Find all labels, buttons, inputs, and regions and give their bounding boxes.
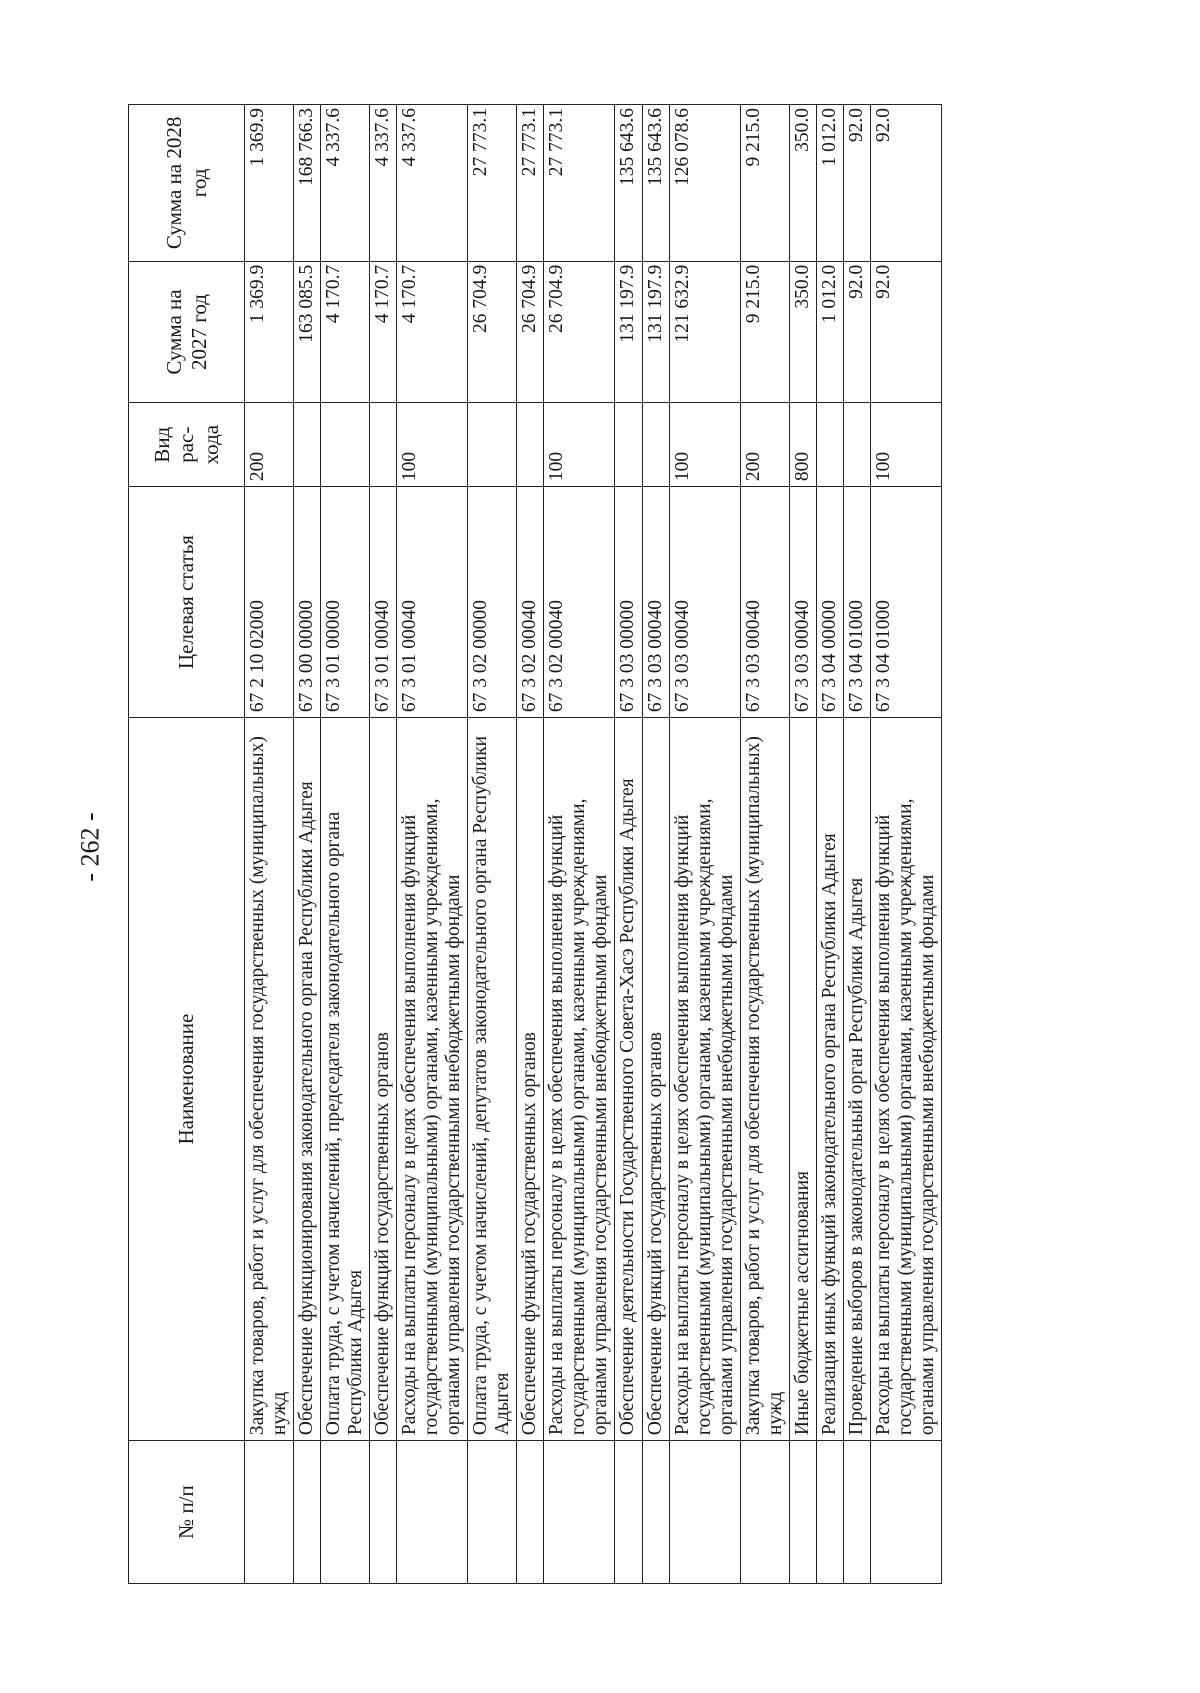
table-row bbox=[870, 105, 941, 1584]
cell-name: Обеспечение функций государственных органов bbox=[370, 718, 397, 1441]
cell-code: 67 3 04 01000 bbox=[870, 487, 941, 718]
table-row bbox=[468, 105, 517, 1584]
table-row bbox=[544, 105, 615, 1584]
cell-sum-2028: 27 773.1 bbox=[544, 105, 615, 262]
cell-sum-2028: 27 773.1 bbox=[468, 105, 517, 262]
cell-vid bbox=[517, 403, 544, 487]
cell-code: 67 3 03 00040 bbox=[789, 487, 816, 718]
table-row bbox=[615, 105, 642, 1584]
cell-sum-2027: 131 197.9 bbox=[615, 261, 642, 403]
cell-vid: 200 bbox=[740, 403, 789, 487]
cell-name: Реализация иных функций законодательного органа Республики Адыгея bbox=[816, 718, 843, 1441]
page-number bbox=[66, 782, 116, 912]
cell-sum-2027: 4 170.7 bbox=[397, 261, 468, 403]
table-row bbox=[816, 105, 843, 1584]
header-sum-2027: Сумма на 2027 год bbox=[129, 261, 245, 403]
table-row bbox=[517, 105, 544, 1584]
cell-no bbox=[321, 1441, 370, 1584]
cell-no bbox=[468, 1441, 517, 1584]
cell-code: 67 2 10 02000 bbox=[245, 487, 294, 718]
cell-code: 67 3 02 00040 bbox=[544, 487, 615, 718]
cell-vid: 100 bbox=[544, 403, 615, 487]
cell-code: 67 3 02 00040 bbox=[517, 487, 544, 718]
cell-code: 67 3 03 00040 bbox=[740, 487, 789, 718]
cell-no bbox=[816, 1441, 843, 1584]
cell-sum-2028: 135 643.6 bbox=[615, 105, 642, 262]
cell-name: Обеспечение деятельности Государственного Совета-Хасэ Республики Адыгея bbox=[615, 718, 642, 1441]
cell-sum-2027: 26 704.9 bbox=[544, 261, 615, 403]
cell-no bbox=[397, 1441, 468, 1584]
cell-sum-2027: 9 215.0 bbox=[740, 261, 789, 403]
cell-sum-2028: 126 078.6 bbox=[669, 105, 740, 262]
cell-sum-2027: 26 704.9 bbox=[517, 261, 544, 403]
cell-name: Закупка товаров, работ и услуг для обеспечения государственных (муниципальных) нужд bbox=[740, 718, 789, 1441]
cell-sum-2028: 135 643.6 bbox=[642, 105, 669, 262]
budget-table bbox=[128, 104, 942, 1584]
cell-sum-2027: 1 012.0 bbox=[816, 261, 843, 403]
table-row bbox=[321, 105, 370, 1584]
header-sum-2028: Сумма на 2028 год bbox=[129, 105, 245, 262]
cell-sum-2027: 26 704.9 bbox=[468, 261, 517, 403]
cell-sum-2028: 1 369.9 bbox=[245, 105, 294, 262]
cell-name: Оплата труда, с учетом начислений, депутатов законодательного органа Республики Адыгея bbox=[468, 718, 517, 1441]
cell-sum-2027: 92.0 bbox=[843, 261, 870, 403]
cell-no bbox=[245, 1441, 294, 1584]
cell-no bbox=[642, 1441, 669, 1584]
cell-vid bbox=[468, 403, 517, 487]
header-name: Наименование bbox=[129, 718, 245, 1441]
table-row bbox=[642, 105, 669, 1584]
header-no: № п/п bbox=[129, 1441, 245, 1584]
cell-name: Проведение выборов в законодательный орган Республики Адыгея bbox=[843, 718, 870, 1441]
cell-sum-2027: 4 170.7 bbox=[321, 261, 370, 403]
cell-code: 67 3 04 01000 bbox=[843, 487, 870, 718]
cell-name: Расходы на выплаты персоналу в целях обеспечения выполнения функций государственными (муниципальными) органами, казенными учреждениями, органами управления государственными внебюджетными фондами bbox=[870, 718, 941, 1441]
cell-sum-2027: 163 085.5 bbox=[294, 261, 321, 403]
cell-no bbox=[843, 1441, 870, 1584]
header-vid: Вид рас-хода bbox=[129, 403, 245, 487]
cell-vid bbox=[321, 403, 370, 487]
table-row bbox=[294, 105, 321, 1584]
cell-sum-2027: 4 170.7 bbox=[370, 261, 397, 403]
header-code: Целевая статья bbox=[129, 487, 245, 718]
table-row bbox=[370, 105, 397, 1584]
cell-no bbox=[740, 1441, 789, 1584]
cell-sum-2027: 92.0 bbox=[870, 261, 941, 403]
cell-vid bbox=[642, 403, 669, 487]
cell-vid: 100 bbox=[669, 403, 740, 487]
cell-no bbox=[370, 1441, 397, 1584]
cell-sum-2028: 168 766.3 bbox=[294, 105, 321, 262]
cell-vid: 100 bbox=[870, 403, 941, 487]
cell-vid: 100 bbox=[397, 403, 468, 487]
cell-sum-2028: 4 337.6 bbox=[397, 105, 468, 262]
cell-name: Расходы на выплаты персоналу в целях обеспечения выполнения функций государственными (муниципальными) органами, казенными учреждениями, органами управления государственными внебюджетными фондами bbox=[544, 718, 615, 1441]
table-header-row bbox=[129, 105, 245, 1584]
cell-sum-2028: 92.0 bbox=[843, 105, 870, 262]
cell-code: 67 3 01 00000 bbox=[321, 487, 370, 718]
cell-code: 67 3 00 00000 bbox=[294, 487, 321, 718]
cell-vid bbox=[294, 403, 321, 487]
cell-sum-2027: 1 369.9 bbox=[245, 261, 294, 403]
cell-name: Закупка товаров, работ и услуг для обеспечения государственных (муниципальных) нужд bbox=[245, 718, 294, 1441]
cell-no bbox=[544, 1441, 615, 1584]
budget-table-frame bbox=[128, 104, 1058, 1584]
cell-no bbox=[669, 1441, 740, 1584]
cell-code: 67 3 03 00000 bbox=[615, 487, 642, 718]
cell-name: Обеспечение функций государственных органов bbox=[517, 718, 544, 1441]
cell-vid: 800 bbox=[789, 403, 816, 487]
cell-vid bbox=[816, 403, 843, 487]
cell-vid bbox=[370, 403, 397, 487]
cell-vid bbox=[615, 403, 642, 487]
cell-no bbox=[517, 1441, 544, 1584]
cell-name: Расходы на выплаты персоналу в целях обеспечения выполнения функций государственными (муниципальными) органами, казенными учреждениями, органами управления государственными внебюджетными фондами bbox=[669, 718, 740, 1441]
cell-name: Иные бюджетные ассигнования bbox=[789, 718, 816, 1441]
cell-code: 67 3 01 00040 bbox=[397, 487, 468, 718]
cell-sum-2028: 4 337.6 bbox=[370, 105, 397, 262]
cell-name: Оплата труда, с учетом начислений, председателя законодательного органа Республики Адыгея bbox=[321, 718, 370, 1441]
cell-code: 67 3 03 00040 bbox=[669, 487, 740, 718]
cell-sum-2028: 350.0 bbox=[789, 105, 816, 262]
cell-sum-2027: 131 197.9 bbox=[642, 261, 669, 403]
cell-code: 67 3 01 00040 bbox=[370, 487, 397, 718]
table-row bbox=[245, 105, 294, 1584]
table-body bbox=[245, 105, 942, 1584]
table-row bbox=[740, 105, 789, 1584]
cell-name: Обеспечение функций государственных органов bbox=[642, 718, 669, 1441]
cell-no bbox=[789, 1441, 816, 1584]
cell-sum-2028: 92.0 bbox=[870, 105, 941, 262]
cell-sum-2027: 350.0 bbox=[789, 261, 816, 403]
cell-sum-2028: 9 215.0 bbox=[740, 105, 789, 262]
cell-sum-2028: 4 337.6 bbox=[321, 105, 370, 262]
cell-code: 67 3 02 00000 bbox=[468, 487, 517, 718]
cell-vid: 200 bbox=[245, 403, 294, 487]
cell-sum-2028: 27 773.1 bbox=[517, 105, 544, 262]
cell-name: Обеспечение функционирования законодательного органа Республики Адыгея bbox=[294, 718, 321, 1441]
budget-table-rotated bbox=[128, 104, 1058, 1584]
table-row bbox=[843, 105, 870, 1584]
page-number-text: - 262 - bbox=[76, 812, 106, 882]
cell-sum-2028: 1 012.0 bbox=[816, 105, 843, 262]
cell-no bbox=[870, 1441, 941, 1584]
cell-name: Расходы на выплаты персоналу в целях обеспечения выполнения функций государственными (муниципальными) органами, казенными учреждениями, органами управления государственными внебюджетными фондами bbox=[397, 718, 468, 1441]
cell-vid bbox=[843, 403, 870, 487]
table-row bbox=[397, 105, 468, 1584]
cell-sum-2027: 121 632.9 bbox=[669, 261, 740, 403]
cell-no bbox=[294, 1441, 321, 1584]
cell-code: 67 3 04 00000 bbox=[816, 487, 843, 718]
cell-code: 67 3 03 00040 bbox=[642, 487, 669, 718]
table-row bbox=[669, 105, 740, 1584]
table-row bbox=[789, 105, 816, 1584]
cell-no bbox=[615, 1441, 642, 1584]
